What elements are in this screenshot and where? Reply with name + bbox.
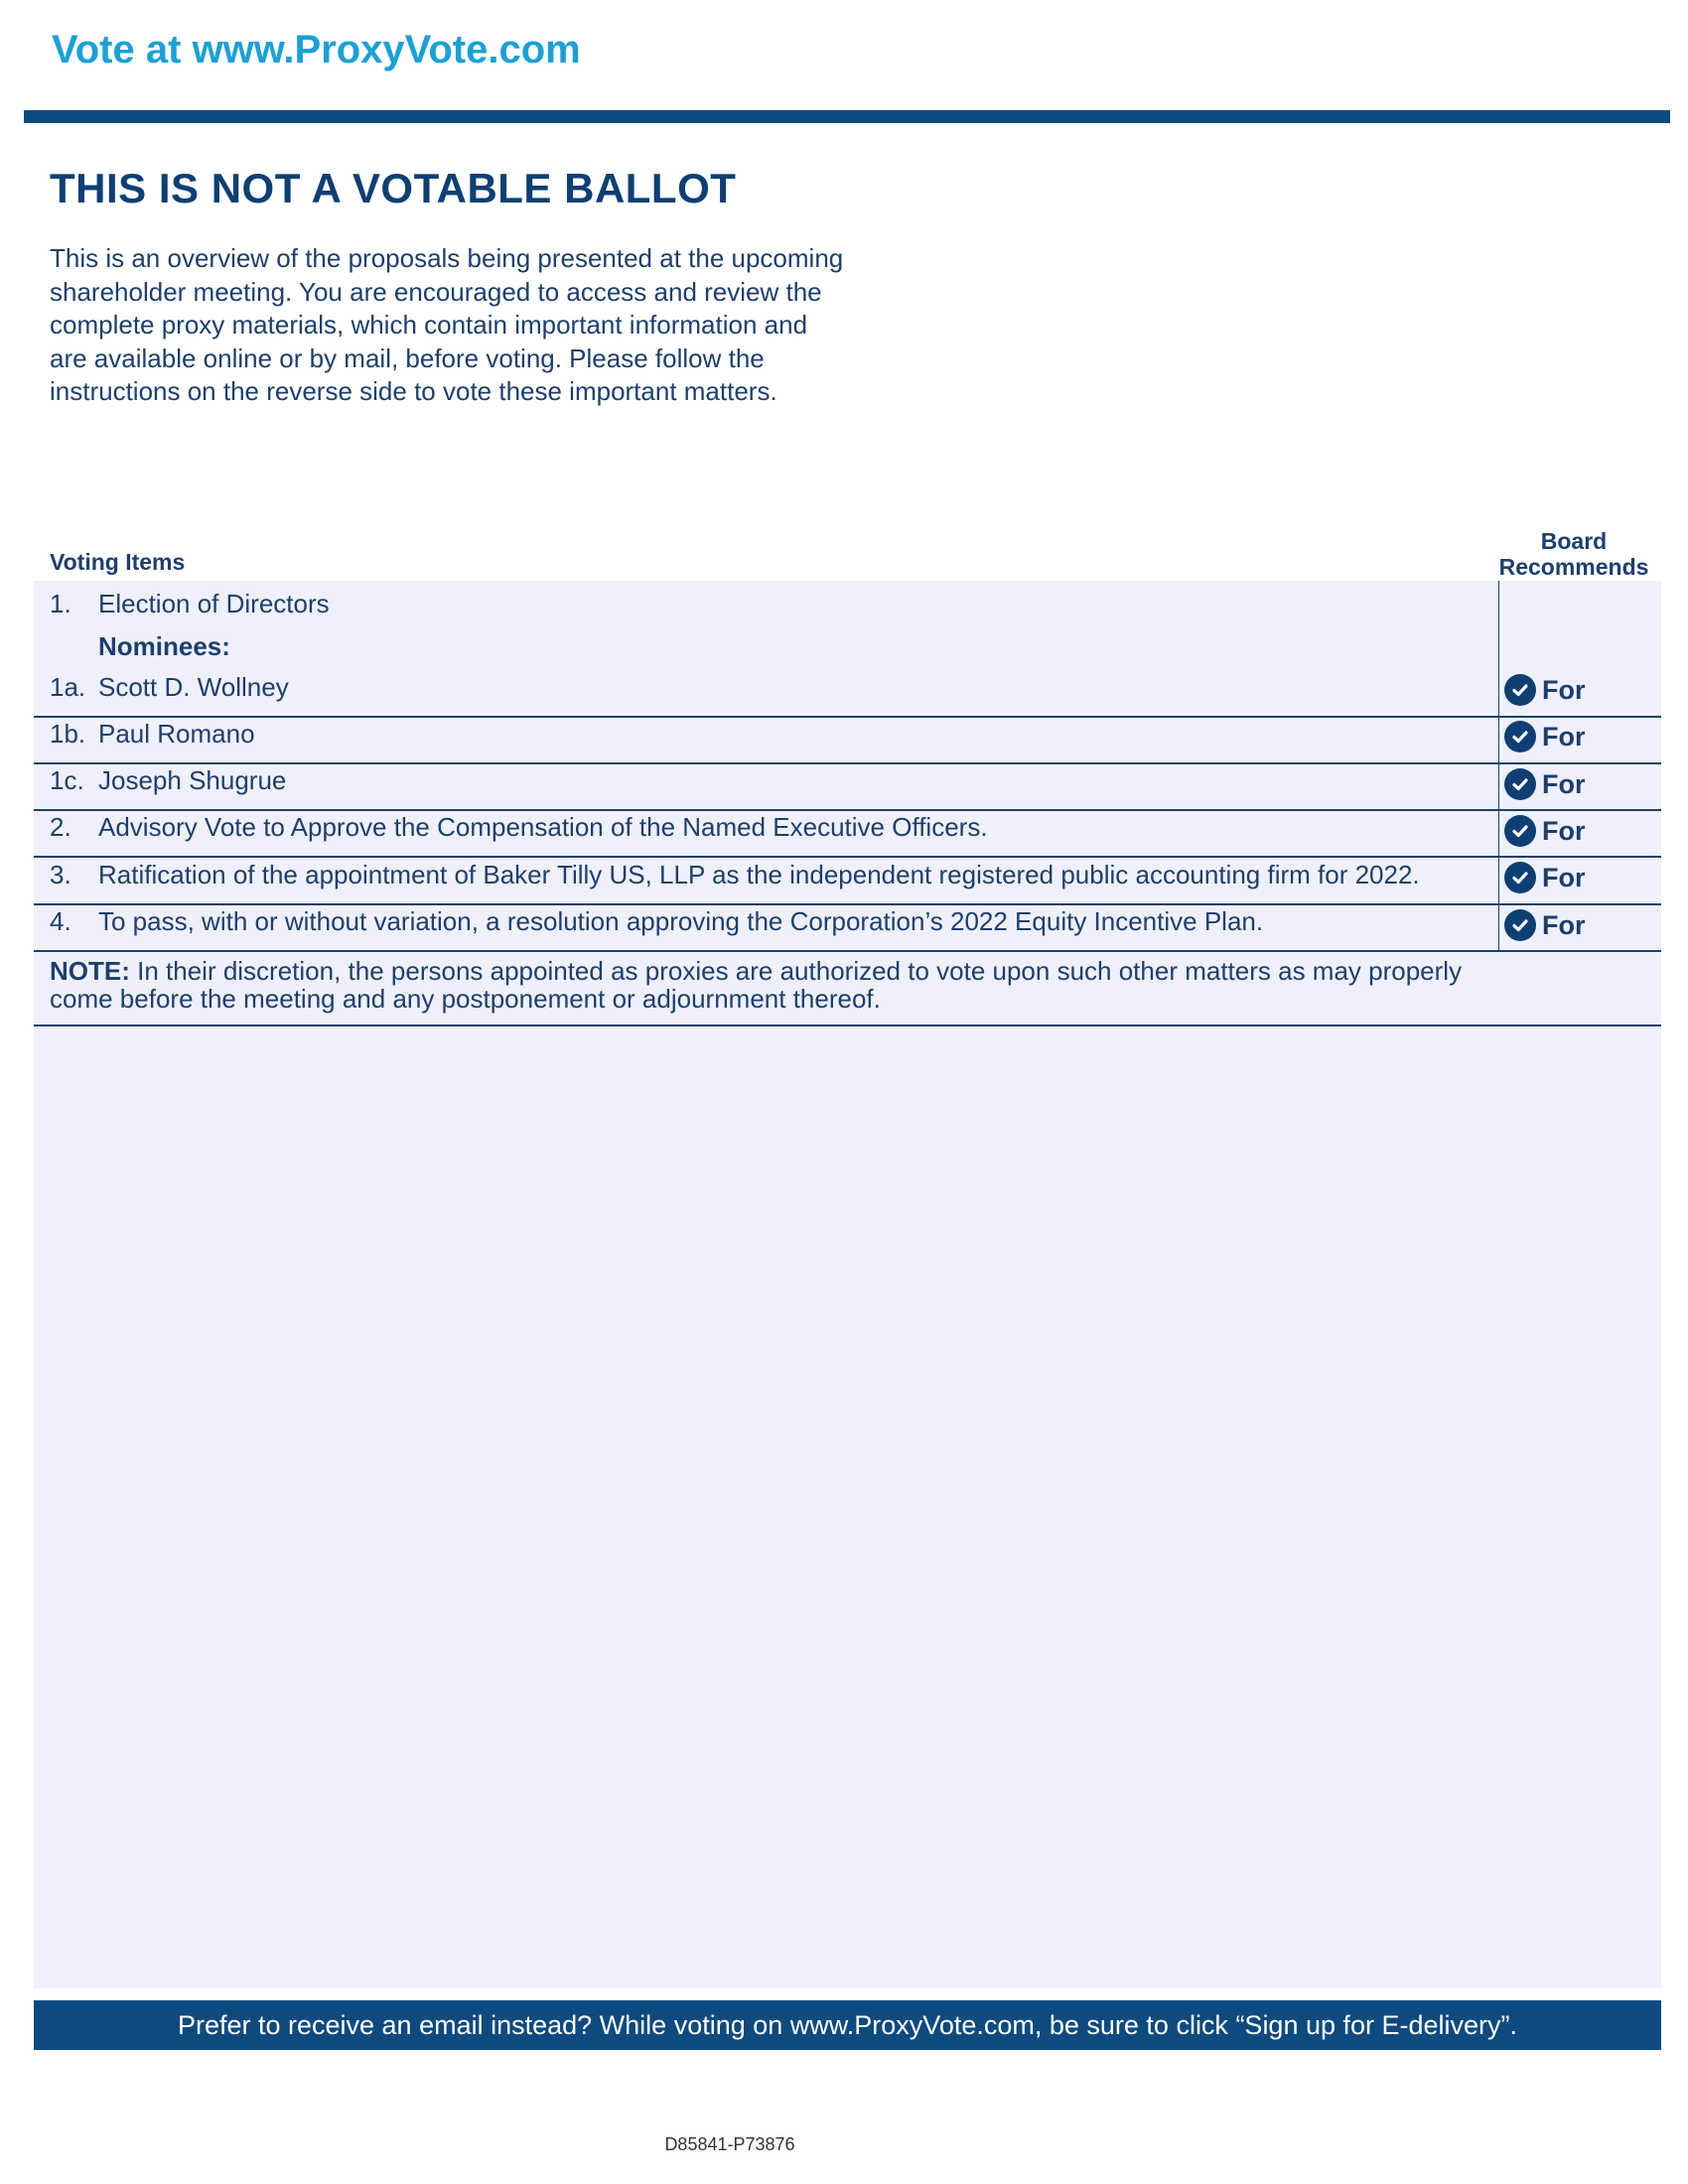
row-divider [34, 950, 1661, 952]
row-divider [34, 762, 1661, 764]
item-text: Joseph Shugrue [98, 765, 287, 795]
item-text: Advisory Vote to Approve the Compensation of the Named Executive Officers. [98, 812, 988, 842]
recommendation-label: For [1542, 674, 1586, 705]
item-number: 3. [50, 860, 71, 889]
column-divider [1498, 717, 1499, 952]
row-divider [34, 903, 1661, 905]
recommendation [1504, 909, 1586, 941]
item-text: Election of Directors [98, 589, 330, 618]
item-text: Paul Romano [98, 719, 255, 749]
item-number: 2. [50, 812, 71, 842]
item-text: To pass, with or without variation, a resolution approving the Corporation’s 2022 Equity Incentive Plan. [98, 906, 1264, 936]
check-circle-icon [1504, 815, 1536, 847]
recommendation-label: For [1542, 815, 1586, 846]
check-circle-icon [1504, 909, 1536, 941]
recommendation [1504, 721, 1586, 752]
check-circle-icon [1504, 862, 1536, 893]
note-paragraph [50, 957, 1499, 1013]
nominees-label: Nominees: [98, 631, 230, 661]
edelivery-text: Prefer to receive an email instead? While voting on www.ProxyVote.com, be sure to click “Sign up for E-delivery”. [177, 2009, 1518, 2040]
item-number: 1a. [50, 672, 86, 702]
column-divider [1498, 581, 1499, 717]
recommendation-label: For [1542, 768, 1586, 799]
note-text: In their discretion, the persons appointed as proxies are authorized to vote upon such other matters as may properly come before the meeting and any postponement or adjournment thereof. [50, 956, 1463, 1014]
recommendation-label: For [1542, 721, 1586, 751]
item-number: 1. [50, 589, 71, 618]
proxyvote-link[interactable]: Vote at www.ProxyVote.com [52, 28, 581, 71]
item-text: Scott D. Wollney [98, 672, 289, 702]
recommendation [1504, 862, 1586, 893]
intro-paragraph: This is an overview of the proposals being presented at the upcoming shareholder meeting. You are encouraged to access and review the complete proxy materials, which contain important information and are available online or by mail, before voting. Please follow the instructions on the reverse side to vote these important matters. [50, 243, 844, 406]
row-divider [34, 1024, 1661, 1026]
board-recommends-line1: Board [1540, 528, 1608, 554]
header-rule [24, 110, 1670, 123]
voting-items-header: Voting Items [50, 549, 186, 575]
recommendation [1504, 768, 1586, 800]
item-number: 1b. [50, 719, 86, 749]
row-divider [34, 716, 1661, 718]
board-recommends-line2: Recommends [1498, 554, 1649, 580]
recommendation-label: For [1542, 909, 1586, 940]
note-label: NOTE: [50, 956, 130, 986]
check-circle-icon [1504, 768, 1536, 800]
item-number: 1c. [50, 765, 84, 795]
item-number: 4. [50, 906, 71, 936]
check-circle-icon [1504, 721, 1536, 752]
board-recommends-header [1494, 528, 1653, 580]
item-text: Ratification of the appointment of Baker Tilly US, LLP as the independent registered public accounting firm for 2022. [98, 860, 1420, 889]
row-divider [34, 856, 1661, 858]
recommendation [1504, 674, 1586, 706]
check-circle-icon [1504, 674, 1536, 706]
page-title: THIS IS NOT A VOTABLE BALLOT [50, 165, 737, 211]
row-divider [34, 809, 1661, 811]
edelivery-banner [34, 2000, 1661, 2050]
recommendation-label: For [1542, 862, 1586, 892]
document-code: D85841-P73876 [664, 2134, 795, 2154]
recommendation [1504, 815, 1586, 847]
